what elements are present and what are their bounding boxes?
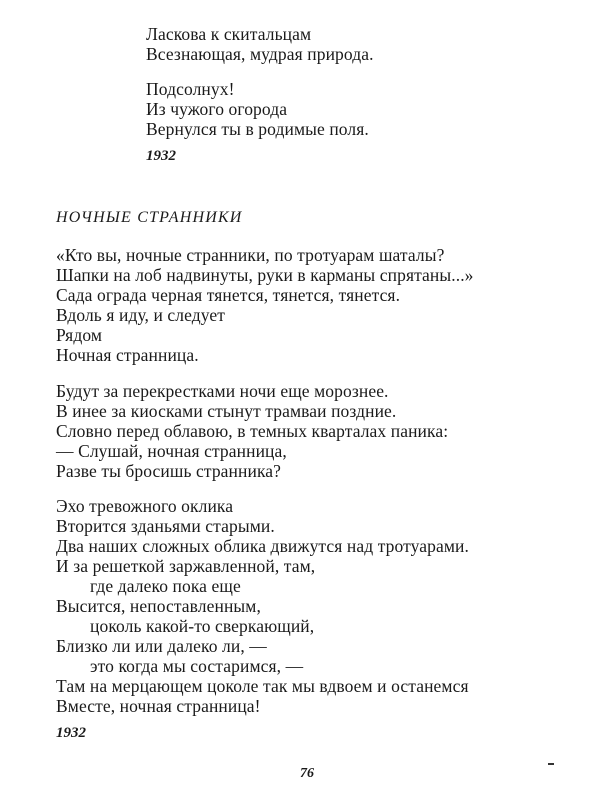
- stanza3-line-1: Эхо тревожного оклика: [56, 496, 234, 516]
- stanza2-line-5: Разве ты бросишь странника?: [56, 461, 282, 481]
- page-number: 76: [300, 766, 314, 781]
- prev-poem-line-5: Вернулся ты в родимые поля.: [146, 119, 369, 139]
- prev-poem-line-4: Из чужого огорода: [146, 99, 288, 119]
- stanza2-line-2: В инее за киосками стынут трамваи поздние.: [56, 401, 397, 421]
- stanza3-line-7: цоколь какой-то сверкающий,: [90, 616, 315, 636]
- prev-poem-line-3: Подсолнух!: [146, 79, 235, 99]
- stanza3-line-5: где далеко пока еще: [90, 576, 241, 596]
- stanza3-line-8: Близко ли или далеко ли, —: [56, 636, 267, 656]
- stanza3-line-2: Вторится зданьями старыми.: [56, 516, 275, 536]
- stanza3-line-4: И за решеткой заржавленной, там,: [56, 556, 316, 576]
- stanza3-line-6: Высится, непоставленным,: [56, 596, 261, 616]
- prev-poem-line-1: Ласкова к скитальцам: [146, 24, 312, 44]
- stanza2-line-3: Словно перед облавою, в темных кварталах паника:: [56, 421, 449, 441]
- stanza1-line-2: Шапки на лоб надвинуты, руки в карманы спрятаны...»: [56, 265, 474, 285]
- printer-mark: [548, 763, 554, 765]
- stanza2-line-1: Будут за перекрестками ночи еще морознее.: [56, 381, 389, 401]
- stanza3-line-3: Два наших сложных облика движутся над тротуарами.: [56, 536, 469, 556]
- prev-poem-date: 1932: [146, 148, 176, 164]
- stanza1-line-6: Ночная странница.: [56, 345, 199, 365]
- stanza1-line-1: «Кто вы, ночные странники, по тротуарам шаталы?: [56, 245, 445, 265]
- poem-date: 1932: [56, 725, 86, 741]
- prev-poem-line-2: Всезнающая, мудрая природа.: [146, 44, 374, 64]
- stanza3-line-10: Там на мерцающем цоколе так мы вдвоем и останемся: [56, 676, 469, 696]
- stanza3-line-9: это когда мы состаримся, —: [90, 656, 304, 676]
- poem-title: НОЧНЫЕ СТРАННИКИ: [56, 209, 243, 226]
- stanza1-line-3: Сада ограда черная тянется, тянется, тянется.: [56, 285, 401, 305]
- stanza1-line-4: Вдоль я иду, и следует: [56, 305, 226, 325]
- stanza1-line-5: Рядом: [56, 325, 103, 345]
- stanza3-line-11: Вместе, ночная странница!: [56, 696, 261, 716]
- stanza2-line-4: — Слушай, ночная странница,: [56, 441, 287, 461]
